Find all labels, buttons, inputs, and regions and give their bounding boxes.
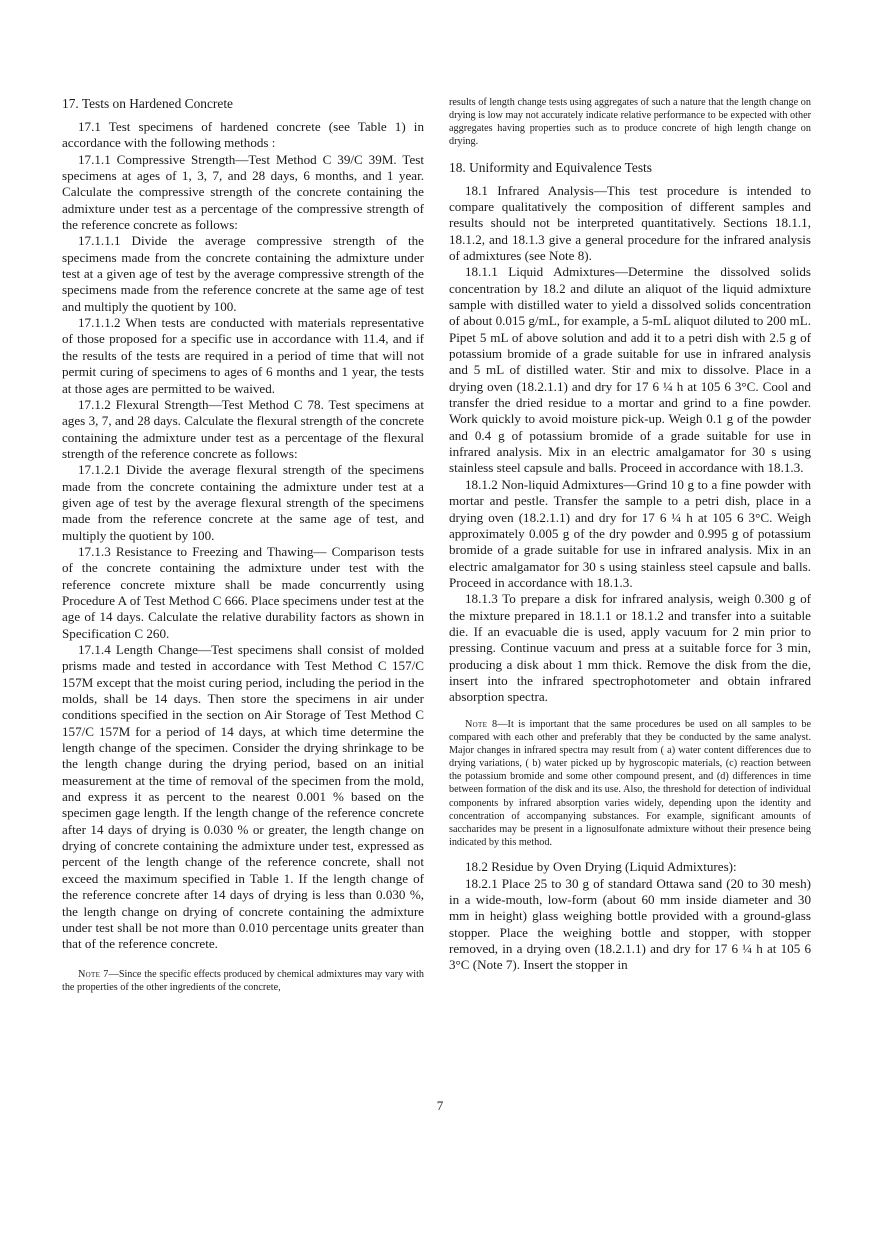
- left-column: [62, 96, 424, 994]
- note-7-label: Note 7: [78, 968, 109, 980]
- note-7: [62, 968, 424, 994]
- section-17-heading: 17. Tests on Hardened Concrete: [62, 96, 233, 111]
- para-18-1: 18.1 Infrared Analysis—This test procedure is intended to compare qualitatively the composition of different samples and results should not be interpreted quantitatively. Sections 18.1.1, 18.1.2, and 18.1.3 give a general procedure for the infrared analysis of admixtures (see Note 8).: [449, 182, 811, 263]
- para-17-1-3: 17.1.3 Resistance to Freezing and Thawing— Comparison tests of the concrete containing the admixture under test with the reference concrete mixture shall be made concurrently using Procedure A of Test Method C 666. Place specimens under test at the age of 14 days. Calculate the relative durability factors as shown in Specification C 260.: [62, 543, 424, 641]
- section-18-heading: 18. Uniformity and Equivalence Tests: [449, 159, 652, 175]
- note-8-text: —It is important that the same procedures be used on all samples to be compared with each other and preferably that they be conducted by the same analyst. Major changes in infrared spectra may result from ( a) water content differences due to drying variations, ( b) water picked up by hygroscopic materials, (c) reaction between the potassium bromide and some other compound present, and (d) differences in time between formation of the disk and its use. Also, the threshold for detection of individual components by infrared absorption varies widely, depending upon the identity and concentration of accompanying substances. For example, significant amounts of saccharides may be present in a lignosulfonate admixture without their presence being indicated by this method.: [449, 718, 811, 849]
- para-18-1-3: 18.1.3 To prepare a disk for infrared analysis, weigh 0.300 g of the mixture prepared in 18.1.1 or 18.1.2 and transfer into a suitable die. If an evacuable die is used, apply vacuum for 2 min prior to pressing. Continue vacuum and press at a suitable force for 3 min, producing a disk about 1 mm thick. Remove the disk from the die, insert into the infrared spectrophotometer and obtain infrared absorption spectra.: [449, 591, 811, 705]
- para-17-1-2-1: 17.1.2.1 Divide the average flexural strength of the specimens made from the concrete containing the admixture under test at a given age of test by the average flexural strength of the specimens made from the reference concrete at the same age of test, and multiply the quotient by 100.: [62, 462, 424, 543]
- note-7-continued: results of length change tests using aggregates of such a nature that the length change on drying is low may not accurately indicate relative performance to be expected with other aggregates having properties such as to produce concrete of high length change on drying.: [449, 97, 811, 148]
- para-17-1-2: 17.1.2 Flexural Strength—Test Method C 78. Test specimens at ages 3, 7, and 28 days. Calculate the flexural strength of the concrete containing the admixture under test as a percentage of the flexural strength of the reference concrete as follows:: [62, 396, 424, 461]
- para-17-1-1-1: 17.1.1.1 Divide the average compressive strength of the specimens made from the concrete containing the admixture under test at a given age of test by the average compressive strength of the specimens made from the reference concrete at the same age of test and multiply the quotient by 100.: [62, 233, 424, 314]
- para-18-1-2: 18.1.2 Non-liquid Admixtures—Grind 10 g to a fine powder with mortar and pestle. Transfer the sample to a petri dish, place in a drying oven (18.2.1.1) and dry for 17 6 ¼ h at 105 6 3°C. Weigh approximately 0.005 g of the dry powder and 0.995 g of potassium bromide of a grade suitable for use in infrared analysis. Mix in an electric amalgamator for 30 s using stainless steel capsule and balls. Proceed in accordance with 18.1.3.: [449, 476, 811, 590]
- note-8-label: Note 8: [465, 718, 498, 730]
- para-17-1-1: 17.1.1 Compressive Strength—Test Method C 39/C 39M. Test specimens at ages of 1, 3, 7, and 28 days, 6 months, and 1 year. Calculate the compressive strength of the concrete containing the admixture under test as a percentage of the compressive strength of the reference concrete as follows:: [62, 151, 424, 233]
- para-18-2-1: 18.2.1 Place 25 to 30 g of standard Ottawa sand (20 to 30 mesh) in a wide-mouth, low-form (about 60 mm inside diameter and 30 mm in height) glass weighing bottle provided with a ground-glass stopper. Place the weighing bottle and stopper, with stopper removed, in a drying oven (18.2.1.1) and dry for 17 6 ¼ h at 105 6 3°C (Note 7). Insert the stopper in: [449, 875, 811, 973]
- para-18-1-1: 18.1.1 Liquid Admixtures—Determine the dissolved solids concentration by 18.2 and dilute an aliquot of the liquid admixture sample with distilled water to yield a dissolved solids concentration of about 0.015 g/mL, for example, a 5-mL aliquot diluted to 200 mL. Pipet 5 mL of above solution and add it to a petri dish with 2.5 g of potassium bromide of a grade suitable for use in infrared analysis and 5 mL of distilled water. Stir and mix to dissolve. Place in a drying oven (18.2.1.1) and dry for 17 6 ¼ h at 105 6 3°C. Cool and transfer the dried residue to a mortar and grind to a fine powder. Work quickly to avoid moisture pick-up. Weigh 0.1 g of the powder and 0.4 g of potassium bromide of a grade suitable for use in infrared analysis. Mix in an electric amalgamator for 30 s using stainless steel capsule and balls. Proceed in accordance with 18.1.3.: [449, 264, 811, 476]
- para-17-1-4: 17.1.4 Length Change—Test specimens shall consist of molded prisms made and tested in accordance with Test Method C 157/C 157M except that the moist curing period, including the period in the molds, shall be 14 days. Then store the specimens in air under conditions specified in the section on Air Storage of Test Method C 157/C 157M for a period of 14 days, at which time determine the length change of the specimen. Consider the drying shrinkage to be the length change during the drying period, based on an initial measurement at the time of removal of the specimen from the mold, and express it as percent to the nearest 0.001 % based on the specimen gage length. If the length change of the reference concrete after 14 days of drying is 0.030 % or greater, the length change on drying of concrete containing the admixture under test, expressed as percent of the length change of the reference concrete, shall not exceed the maximum specified in Table 1. If the length change of the reference concrete after 14 days of drying is less than 0.030 %, the length change on drying of concrete containing the admixture under test shall be not more than 0.010 percentage units greater than that of the reference concrete.: [62, 642, 424, 952]
- para-17-1-1-2: 17.1.1.2 When tests are conducted with materials representative of those proposed for a specific use in accordance with 11.4, and if the results of the tests are required in a period of time that will not permit curing of specimens to ages of 6 months and 1 year, the tests at those ages are permitted to be waived.: [62, 315, 424, 396]
- note-7-text: —Since the specific effects produced by chemical admixtures may vary with the properties of the other ingredients of the concrete,: [62, 968, 424, 993]
- para-18-2: 18.2 Residue by Oven Drying (Liquid Admixtures):: [465, 859, 737, 875]
- page-number: 7: [436, 1098, 444, 1113]
- note-8: [449, 718, 811, 850]
- right-column: [449, 96, 811, 974]
- para-17-1: 17.1 Test specimens of hardened concrete (see Table 1) in accordance with the following methods :: [62, 119, 424, 151]
